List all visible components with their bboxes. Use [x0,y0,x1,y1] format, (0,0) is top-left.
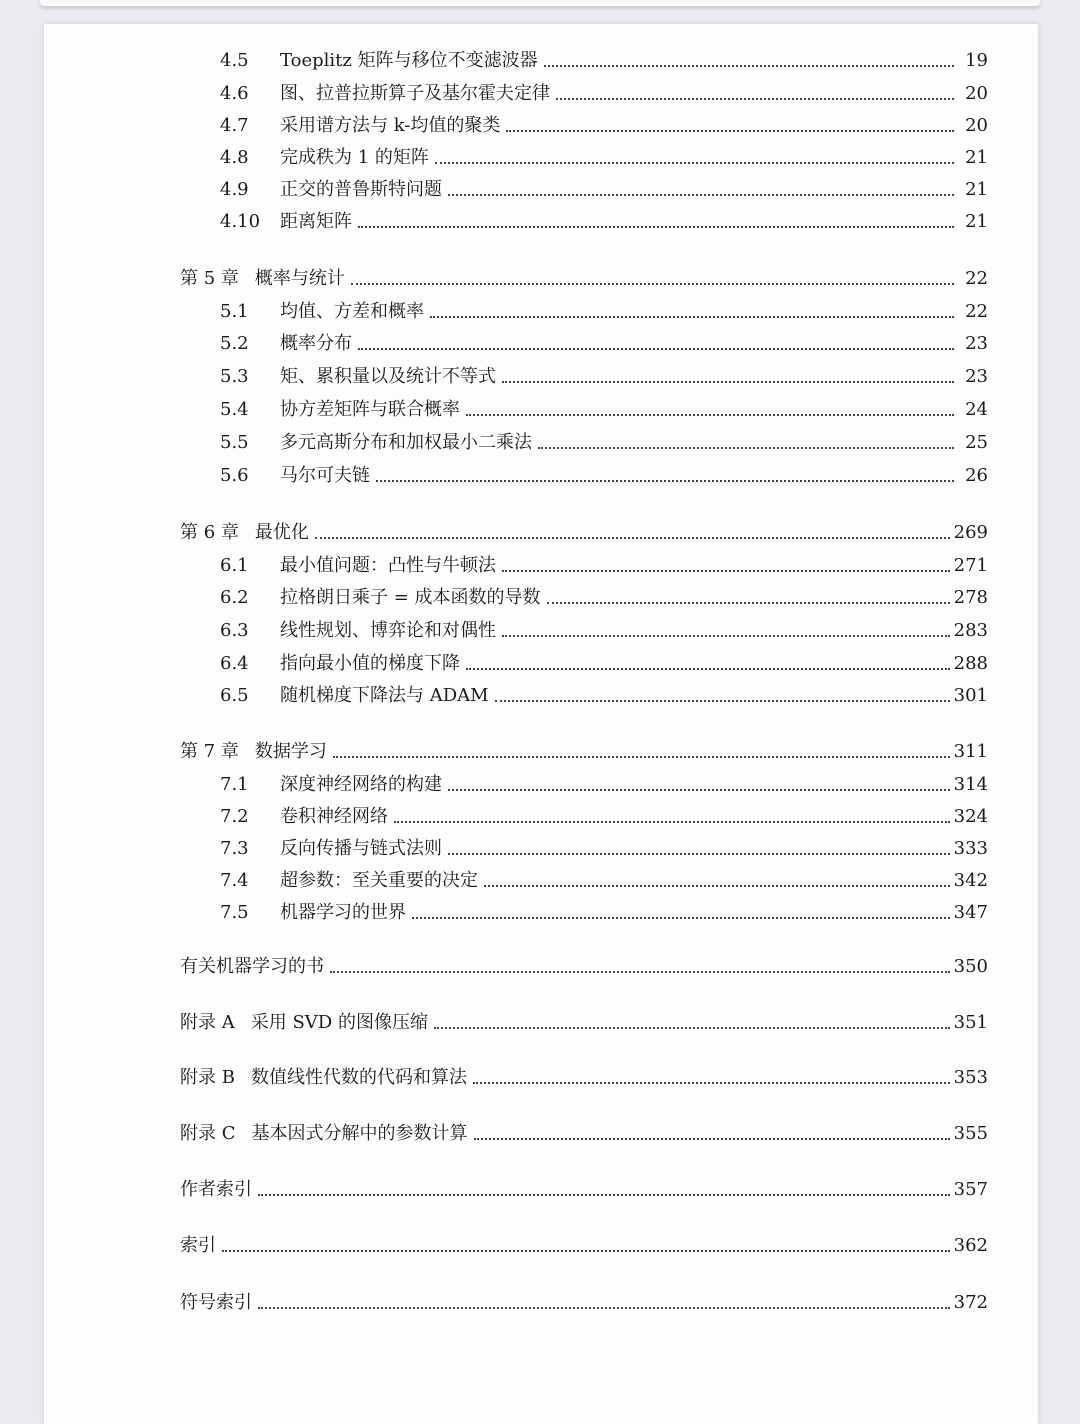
toc-entry-number: 5.4 [220,399,249,420]
dot-leader [394,821,950,823]
toc-entry-title: 正交的普鲁斯特问题 [280,179,442,200]
toc-entry-title: 作者索引 [180,1179,252,1200]
toc-entry-number: 第 6 章 [180,522,239,543]
toc-entry-page-number: 311 [953,741,988,762]
toc-entry-title: 数据学习 [254,741,327,762]
toc-entry-page-number: 25 [965,432,988,453]
toc-entry-page-number: 283 [953,620,988,641]
toc-entry-title: 超参数：至关重要的决定 [280,870,478,891]
toc-entry-number: 7.3 [220,838,249,859]
toc-entry-title: 完成秩为 1 的矩阵 [280,147,429,168]
toc-entry-title: 指向最小值的梯度下降 [280,653,460,674]
toc-entry-page-number: 350 [953,956,988,977]
toc-entry-title: 反向传播与链式法则 [280,838,442,859]
toc-entry [44,79,1038,105]
toc-entry-number: 6.3 [220,620,249,641]
toc-entry-number: 4.8 [220,147,249,168]
dot-leader [448,789,950,791]
dot-leader [222,1250,950,1252]
dot-leader [358,348,954,350]
toc-entry [44,681,1038,707]
dot-leader [351,283,954,285]
toc-entry-title: 采用谱方法与 k-均值的聚类 [280,115,501,136]
toc-entry [44,329,1038,355]
toc-entry-number: 5.3 [220,366,249,387]
document-page [44,24,1038,1424]
dot-leader [544,65,954,67]
toc-entry-number: 5.2 [220,333,249,354]
toc-entry-title: 基本因式分解中的参数计算 [251,1123,468,1144]
dot-leader [315,537,950,539]
toc-entry-page-number: 21 [965,179,988,200]
toc-entry [44,264,1038,290]
dot-leader [466,414,954,416]
toc-entry [44,1063,1038,1089]
toc-entry [44,428,1038,454]
toc-entry [44,1008,1038,1034]
toc-entry-title: 卷积神经网络 [280,806,388,827]
toc-entry-number: 5.5 [220,432,249,453]
toc-entry-title: 矩、累积量以及统计不等式 [280,366,496,387]
toc-entry-title: 最优化 [254,522,309,543]
toc-entry-title: 机器学习的世界 [280,902,406,923]
dot-leader [434,1027,950,1029]
table-of-contents [44,24,1038,1424]
toc-entry [44,297,1038,323]
toc-entry-title: 距离矩阵 [280,211,352,232]
toc-entry-page-number: 269 [953,522,988,543]
toc-entry-number: 7.4 [220,870,249,891]
toc-entry-page-number: 21 [965,211,988,232]
toc-entry-title: Toeplitz 矩阵与移位不变滤波器 [280,50,538,71]
toc-entry-page-number: 22 [965,268,988,289]
dot-leader [448,853,950,855]
toc-entry-number: 5.6 [220,465,249,486]
toc-entry-title: 概率分布 [280,333,352,354]
toc-entry-title: 最小值问题：凸性与牛顿法 [280,555,496,576]
toc-entry-title: 采用 SVD 的图像压缩 [250,1012,428,1033]
toc-entry [44,1175,1038,1201]
dot-leader [258,1194,950,1196]
toc-entry [44,1288,1038,1314]
toc-entry [44,395,1038,421]
toc-entry [44,1231,1038,1257]
dot-leader [547,602,950,604]
dot-leader [330,971,950,973]
toc-entry-page-number: 20 [965,115,988,136]
dot-leader [333,756,950,758]
toc-entry-title: 随机梯度下降法与 ADAM [280,685,489,706]
dot-leader [430,316,954,318]
dot-leader [358,226,954,228]
dot-leader [506,130,954,132]
dot-leader [466,668,950,670]
toc-entry-number: 6.1 [220,555,249,576]
toc-entry [44,362,1038,388]
toc-entry-page-number: 324 [953,806,988,827]
toc-entry-page-number: 21 [965,147,988,168]
toc-entry [44,770,1038,796]
toc-entry-page-number: 372 [953,1292,988,1313]
toc-entry [44,834,1038,860]
toc-entry-number: 第 7 章 [180,741,239,762]
toc-entry [44,46,1038,72]
toc-entry-page-number: 22 [965,301,988,322]
toc-entry [44,649,1038,675]
toc-entry [44,616,1038,642]
toc-entry [44,518,1038,544]
toc-entry-title: 马尔可夫链 [280,465,370,486]
toc-entry-title: 有关机器学习的书 [180,956,324,977]
toc-entry-page-number: 353 [953,1067,988,1088]
toc-entry [44,461,1038,487]
toc-entry-page-number: 24 [965,399,988,420]
toc-entry-number: 7.5 [220,902,249,923]
toc-entry [44,175,1038,201]
toc-entry-number: 6.2 [220,587,249,608]
dot-leader [376,480,954,482]
toc-entry [44,802,1038,828]
toc-entry-title: 协方差矩阵与联合概率 [280,399,460,420]
toc-entry-title: 均值、方差和概率 [280,301,424,322]
dot-leader [473,1082,950,1084]
toc-entry-number: 4.10 [220,211,261,232]
toc-entry-number: 6.5 [220,685,249,706]
dot-leader [556,98,954,100]
toc-entry-number: 7.2 [220,806,249,827]
dot-leader [412,917,950,919]
toc-entry-title: 概率与统计 [254,268,345,289]
toc-entry-title: 拉格朗日乘子 = 成本函数的导数 [280,587,541,608]
toc-entry-page-number: 288 [953,653,988,674]
toc-entry [44,898,1038,924]
toc-entry-number: 4.7 [220,115,249,136]
dot-leader [502,381,954,383]
toc-entry-page-number: 333 [953,838,988,859]
toc-entry [44,583,1038,609]
dot-leader [484,885,950,887]
toc-entry-page-number: 301 [953,685,988,706]
toc-entry [44,111,1038,137]
toc-entry-page-number: 23 [965,366,988,387]
toc-entry-page-number: 278 [953,587,988,608]
toc-entry-number: 4.6 [220,83,249,104]
toc-entry [44,207,1038,233]
toc-entry [44,866,1038,892]
dot-leader [502,570,950,572]
dot-leader [502,635,950,637]
toc-entry-page-number: 362 [953,1235,988,1256]
toc-entry [44,551,1038,577]
dot-leader [474,1138,950,1140]
toc-entry-number: 5.1 [220,301,249,322]
dot-leader [495,700,950,702]
toc-entry-title: 深度神经网络的构建 [280,774,442,795]
toc-entry [44,952,1038,978]
toc-entry-title: 符号索引 [180,1292,252,1313]
dot-leader [435,162,954,164]
toc-entry-page-number: 342 [953,870,988,891]
toc-entry [44,1119,1038,1145]
toc-entry [44,737,1038,763]
toc-entry-number: 7.1 [220,774,249,795]
toc-entry-number: 附录 C [180,1123,236,1144]
toc-entry-number: 4.9 [220,179,249,200]
toc-entry-page-number: 357 [953,1179,988,1200]
toc-entry-title: 图、拉普拉斯算子及基尔霍夫定律 [280,83,550,104]
toc-entry-title: 索引 [180,1235,216,1256]
toc-entry-page-number: 26 [965,465,988,486]
toc-entry-number: 6.4 [220,653,249,674]
toc-entry-page-number: 347 [953,902,988,923]
toc-entry-title: 多元高斯分布和加权最小二乘法 [280,432,532,453]
toc-entry-page-number: 20 [965,83,988,104]
toc-entry-page-number: 23 [965,333,988,354]
toc-entry-number: 第 5 章 [180,268,239,289]
toc-entry [44,143,1038,169]
toc-entry-page-number: 355 [953,1123,988,1144]
toc-entry-title: 线性规划、博弈论和对偶性 [280,620,496,641]
toc-entry-page-number: 271 [953,555,988,576]
toc-entry-page-number: 351 [953,1012,988,1033]
toc-entry-number: 附录 B [180,1067,235,1088]
dot-leader [448,194,954,196]
toc-entry-number: 4.5 [220,50,249,71]
toc-entry-number: 附录 A [180,1012,235,1033]
toc-entry-page-number: 314 [953,774,988,795]
dot-leader [538,447,954,449]
dot-leader [258,1307,950,1309]
toc-entry-page-number: 19 [965,50,988,71]
previous-page-edge [40,0,1040,6]
toc-entry-title: 数值线性代数的代码和算法 [250,1067,467,1088]
